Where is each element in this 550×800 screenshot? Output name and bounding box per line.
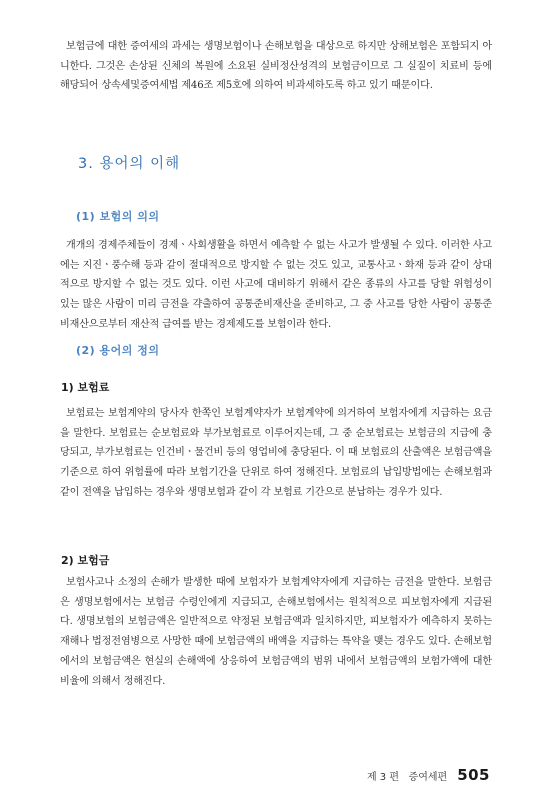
subsection-title-definition: (1) 보험의 의의 (76, 210, 160, 223)
intro-paragraph: 보험금에 대한 증여세의 과세는 생명보험이나 손해보험을 대상으로 하지만 상해보험은 포함되지 아니한다. 그것은 손상된 신체의 복원에 소요된 실비정산성격의 보험금이므로 그 실질이 치료비 등에 해당되어 상속세및증여세법 제46조 제5호에 의하여 비과세하도록 하고 있기 때문이다. (60, 41, 492, 92)
item-insurance-money-paragraph: 보험사고나 소정의 손해가 발생한 때에 보험자가 보험계약자에게 지급하는 금전을 말한다. 보험금은 생명보험에서는 보험금 수령인에게 지급되고, 손해보험에서는 원칙적으로 피보험자에게 지급된다. 생명보험의 보험금액은 일반적으로 약정된 보험금액과 일치하지만, 피보험자가 예측하지 못하는 재해나 법정전염병으로 사망한 때에 보험금액의 배액을 지급하는 특약을 맺는 경우도 있다. 손해보험에서의 보험금액은 현실의 손해액에 상응하여 보험금액의 범위 내에서 보험금액의 보험가액에 대한 비율에 의해서 정해진다. (60, 577, 492, 687)
item-premium-paragraph: 보험료는 보험계약의 당사자 한쪽인 보험계약자가 보험계약에 의거하여 보험자에게 지급하는 요금을 말한다. 보험료는 순보험료와 부가보험료로 이루어지는데, 그 중 순보험료는 보험금의 지급에 충당되고, 부가보험료는 인건비ㆍ물건비 등의 영업비에 충당된다. 이 때 보험료의 산출액은 보험금액을 기준으로 하여 위험률에 따라 보험기간을 단위로 하여 정해진다. 보험료의 납입방법에는 손해보험과 같이 전액을 납입하는 경우와 생명보험과 같이 각 보험료 기간으로 분납하는 경우가 있다. (60, 408, 492, 498)
subsection-title-terms: (2) 용어의 정의 (76, 344, 160, 357)
item-title-premium: 1) 보험료 (61, 381, 110, 394)
footer-part-label: 제 3 편 증여세편 (366, 772, 448, 783)
page-footer (367, 766, 490, 784)
page-number: 505 (457, 766, 490, 784)
section-title: 3. 용어의 이해 (78, 156, 181, 172)
subsection-definition-paragraph: 개개의 경제주체들이 경제ㆍ사회생활을 하면서 예측할 수 없는 사고가 발생될 수 있다. 이러한 사고에는 지진ㆍ풍수해 등과 같이 절대적으로 방지할 수 없는 것도 있고, 교통사고ㆍ화재 등과 같이 상대적으로 방지할 수 없는 것도 있다. 이런 사고에 대비하기 위해서 같은 종류의 사고를 당할 위험성이 있는 많은 사람이 미리 금전을 갹출하여 공통준비재산을 준비하고, 그 중 사고를 당한 사람이 공통준비재산으로부터 재산적 급여를 받는 경제제도를 보험이라 한다. (60, 240, 492, 330)
item-title-insurance-money: 2) 보험금 (61, 554, 110, 567)
